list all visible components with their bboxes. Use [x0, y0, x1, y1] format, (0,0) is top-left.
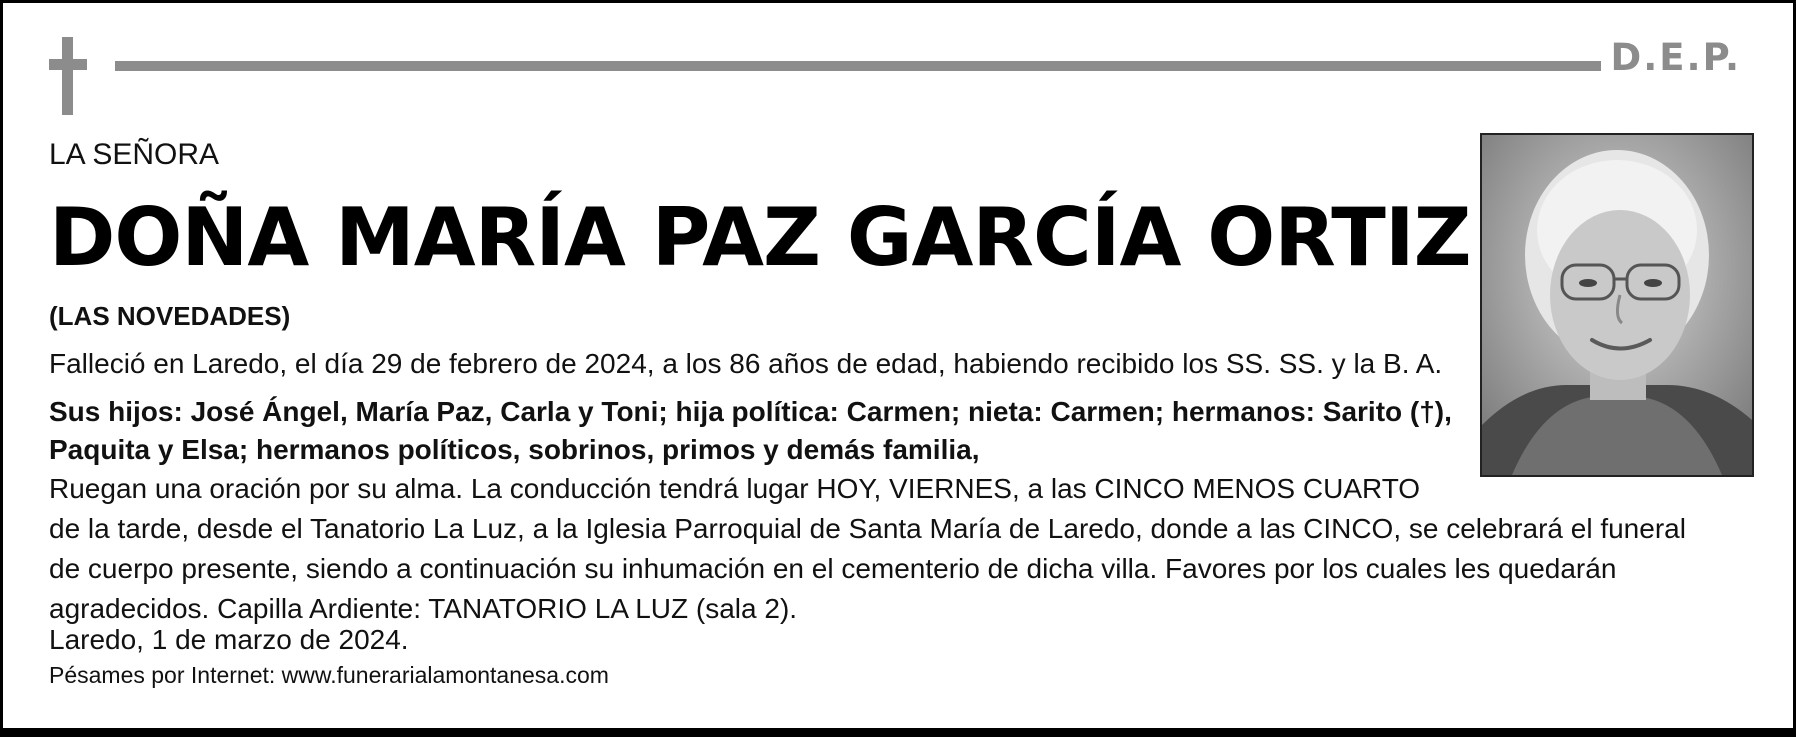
family-text: Sus hijos: José Ángel, María Paz, Carla y Toni; hija política: Carmen; nieta: Carmen; hermanos: Sarito (†), Paquita y Elsa; hermanos políticos, sobrinos, primos y demás familia, [49, 396, 1452, 465]
details-line: de cuerpo presente, siendo a continuación su inhumación en el cementerio de dicha villa. Favores por los cuales les quedarán [49, 553, 1617, 584]
details-block [49, 469, 1769, 629]
place-date: Laredo, 1 de marzo de 2024. [49, 624, 409, 655]
deceased-name: DOÑA MARÍA PAZ GARCÍA ORTIZ [49, 191, 1471, 284]
portrait-photo [1480, 133, 1754, 477]
intro-text: Falleció en Laredo, el día 29 de febrero de 2024, a los 86 años de edad, habiendo recibido los SS. SS. y la B. A. [49, 348, 1443, 379]
portrait-illustration [1482, 135, 1752, 475]
details-line: Ruegan una oración por su alma. La conducción tendrá lugar HOY, VIERNES, a las CINCO MENOS CUARTO [49, 473, 1421, 504]
details-line: agradecidos. Capilla Ardiente: TANATORIO LA LUZ (sala 2). [49, 593, 798, 624]
alias-label: (LAS NOVEDADES) [49, 301, 291, 331]
dep-label: D.E.P. [1610, 36, 1741, 79]
latin-cross-icon [49, 37, 87, 115]
condolence-website: Pésames por Internet: www.funerarialamontanesa.com [49, 662, 609, 688]
prefix-label: LA SEÑORA [49, 138, 220, 171]
details-line: de la tarde, desde el Tanatorio La Luz, a la Iglesia Parroquial de Santa María de Laredo, donde a las CINCO, se celebrará el funeral [49, 513, 1686, 544]
header-rule [115, 61, 1601, 71]
